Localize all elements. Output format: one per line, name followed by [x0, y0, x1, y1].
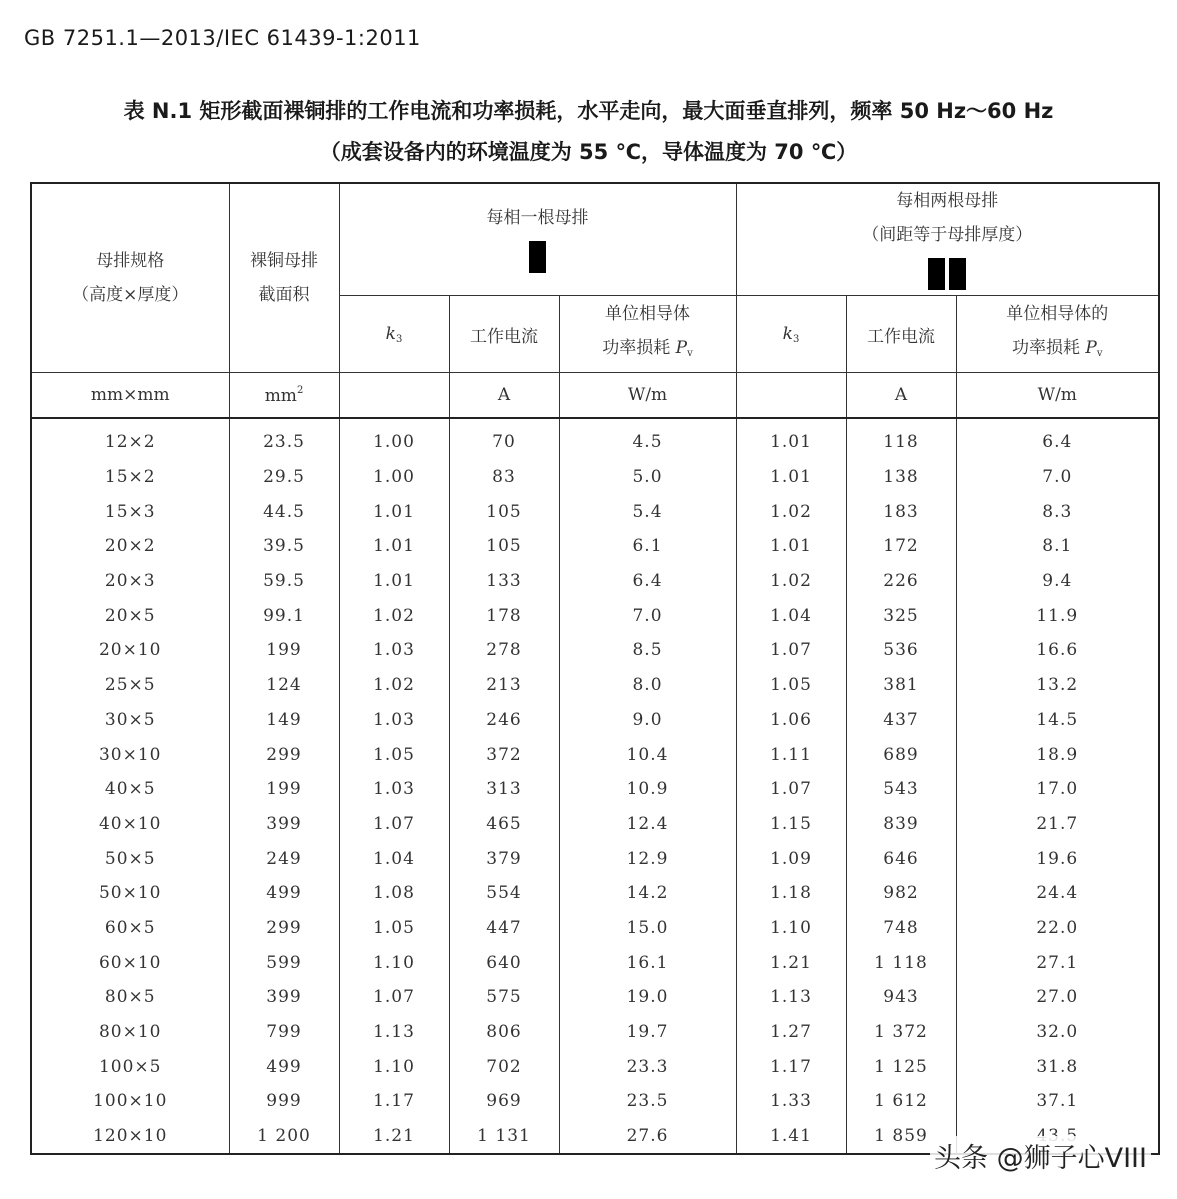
cell-loss-one: 6.4 [559, 564, 736, 599]
col-header-current-one: 工作电流 [449, 296, 559, 373]
cell-current-two: 982 [846, 876, 956, 911]
cell-loss-one: 5.0 [559, 460, 736, 495]
cell-k3-two: 1.09 [736, 841, 846, 876]
cell-k3-two: 1.21 [736, 945, 846, 980]
table-row [31, 494, 1159, 529]
cell-k3-two: 1.02 [736, 494, 846, 529]
cell-current-one: 379 [449, 841, 559, 876]
cell-current-two: 325 [846, 598, 956, 633]
unit-k3-one [339, 373, 449, 419]
col-header-area [229, 183, 339, 373]
cell-loss-one: 9.0 [559, 703, 736, 738]
table-row [31, 1084, 1159, 1119]
cell-k3-two: 1.13 [736, 980, 846, 1015]
table-title: 表 N.1 矩形截面裸铜排的工作电流和功率损耗，水平走向，最大面垂直排列，频率 50 Hz～60 Hz [123, 99, 1054, 123]
cell-k3-one: 1.05 [339, 737, 449, 772]
unit-spec: mm×mm [31, 373, 229, 419]
cell-k3-two: 1.01 [736, 418, 846, 460]
cell-loss-two: 37.1 [956, 1084, 1159, 1119]
cell-loss-two: 8.1 [956, 529, 1159, 564]
table-subtitle: （成套设备内的环境温度为 55 ℃，导体温度为 70 ℃） [319, 140, 858, 164]
cell-current-one: 702 [449, 1049, 559, 1084]
cell-area: 999 [229, 1084, 339, 1119]
cell-current-one: 278 [449, 633, 559, 668]
cell-k3-two: 1.07 [736, 633, 846, 668]
cell-current-one: 313 [449, 772, 559, 807]
cell-spec: 15×2 [31, 460, 229, 495]
cell-loss-one: 4.5 [559, 418, 736, 460]
cell-loss-two: 19.6 [956, 841, 1159, 876]
cell-area: 799 [229, 1015, 339, 1050]
cell-current-two: 118 [846, 418, 956, 460]
group-one-label: 每相一根母排 [486, 208, 589, 228]
cell-loss-one: 8.0 [559, 668, 736, 703]
cell-current-two: 381 [846, 668, 956, 703]
cell-current-two: 226 [846, 564, 956, 599]
cell-current-two: 138 [846, 460, 956, 495]
cell-k3-one: 1.03 [339, 772, 449, 807]
cell-k3-one: 1.03 [339, 633, 449, 668]
cell-k3-two: 1.02 [736, 564, 846, 599]
cell-current-one: 105 [449, 529, 559, 564]
table-row [31, 911, 1159, 946]
cell-current-one: 1 131 [449, 1119, 559, 1155]
cell-loss-two: 16.6 [956, 633, 1159, 668]
cell-current-one: 246 [449, 703, 559, 738]
cell-current-one: 640 [449, 945, 559, 980]
cell-current-one: 575 [449, 980, 559, 1015]
cell-loss-one: 14.2 [559, 876, 736, 911]
cell-current-one: 83 [449, 460, 559, 495]
cell-loss-one: 16.1 [559, 945, 736, 980]
cell-loss-one: 15.0 [559, 911, 736, 946]
cell-area: 199 [229, 633, 339, 668]
cell-current-two: 1 118 [846, 945, 956, 980]
group-header-one-bar [339, 183, 736, 296]
cell-area: 399 [229, 980, 339, 1015]
cell-k3-two: 1.18 [736, 876, 846, 911]
cell-current-one: 70 [449, 418, 559, 460]
table-row [31, 418, 1159, 460]
cell-loss-one: 27.6 [559, 1119, 736, 1155]
cell-area: 44.5 [229, 494, 339, 529]
col-header-k3-one: $k_3$ [339, 296, 449, 373]
table-row [31, 703, 1159, 738]
cell-k3-one: 1.10 [339, 1049, 449, 1084]
cell-spec: 100×10 [31, 1084, 229, 1119]
cell-k3-one: 1.02 [339, 598, 449, 633]
col-header-loss-one: 单位相导体 功率损耗 $P_v$ [559, 296, 736, 373]
cell-loss-one: 19.0 [559, 980, 736, 1015]
col-header-current-two: 工作电流 [846, 296, 956, 373]
cell-current-one: 554 [449, 876, 559, 911]
group-two-sublabel: （间距等于母排厚度） [862, 225, 1033, 245]
cell-spec: 20×2 [31, 529, 229, 564]
cell-k3-two: 1.10 [736, 911, 846, 946]
unit-k3-two [736, 373, 846, 419]
cell-area: 29.5 [229, 460, 339, 495]
cell-k3-two: 1.33 [736, 1084, 846, 1119]
cell-area: 39.5 [229, 529, 339, 564]
cell-current-two: 1 612 [846, 1084, 956, 1119]
cell-spec: 20×5 [31, 598, 229, 633]
table-row [31, 598, 1159, 633]
cell-loss-one: 12.9 [559, 841, 736, 876]
cell-k3-one: 1.17 [339, 1084, 449, 1119]
unit-current-one: A [449, 373, 559, 419]
cell-current-two: 536 [846, 633, 956, 668]
cell-current-one: 372 [449, 737, 559, 772]
cell-k3-one: 1.05 [339, 911, 449, 946]
col-header-loss-two: 单位相导体的 功率损耗 $P_v$ [956, 296, 1159, 373]
cell-current-two: 689 [846, 737, 956, 772]
cell-area: 23.5 [229, 418, 339, 460]
table-row [31, 1015, 1159, 1050]
cell-loss-one: 23.5 [559, 1084, 736, 1119]
cell-loss-two: 27.0 [956, 980, 1159, 1015]
unit-loss-two: W/m [956, 373, 1159, 419]
cell-k3-one: 1.01 [339, 494, 449, 529]
cell-area: 59.5 [229, 564, 339, 599]
cell-loss-two: 22.0 [956, 911, 1159, 946]
table-row [31, 564, 1159, 599]
cell-loss-two: 31.8 [956, 1049, 1159, 1084]
cell-k3-two: 1.17 [736, 1049, 846, 1084]
cell-current-one: 447 [449, 911, 559, 946]
cell-spec: 25×5 [31, 668, 229, 703]
cell-loss-two: 9.4 [956, 564, 1159, 599]
cell-current-one: 133 [449, 564, 559, 599]
table-row [31, 876, 1159, 911]
cell-area: 99.1 [229, 598, 339, 633]
watermark: 头条 @狮子心VIII [930, 1136, 1151, 1175]
table-row [31, 772, 1159, 807]
cell-loss-one: 7.0 [559, 598, 736, 633]
cell-k3-one: 1.00 [339, 418, 449, 460]
cell-loss-two: 17.0 [956, 772, 1159, 807]
cell-current-one: 213 [449, 668, 559, 703]
cell-spec: 15×3 [31, 494, 229, 529]
cell-spec: 100×5 [31, 1049, 229, 1084]
cell-spec: 40×10 [31, 807, 229, 842]
cell-k3-one: 1.07 [339, 807, 449, 842]
cell-spec: 12×2 [31, 418, 229, 460]
table-row [31, 841, 1159, 876]
cell-current-two: 646 [846, 841, 956, 876]
cell-spec: 40×5 [31, 772, 229, 807]
single-bar-icon [340, 241, 736, 278]
cell-k3-one: 1.13 [339, 1015, 449, 1050]
cell-k3-one: 1.21 [339, 1119, 449, 1155]
area-label: 裸铜母排 [250, 251, 318, 271]
cell-current-one: 806 [449, 1015, 559, 1050]
cell-k3-one: 1.03 [339, 703, 449, 738]
cell-spec: 20×10 [31, 633, 229, 668]
cell-spec: 120×10 [31, 1119, 229, 1155]
cell-k3-one: 1.10 [339, 945, 449, 980]
cell-current-two: 543 [846, 772, 956, 807]
cell-loss-two: 18.9 [956, 737, 1159, 772]
cell-loss-one: 19.7 [559, 1015, 736, 1050]
table-row [31, 807, 1159, 842]
cell-k3-one: 1.04 [339, 841, 449, 876]
cell-area: 399 [229, 807, 339, 842]
cell-loss-two: 21.7 [956, 807, 1159, 842]
cell-k3-two: 1.11 [736, 737, 846, 772]
table-row [31, 737, 1159, 772]
cell-loss-one: 8.5 [559, 633, 736, 668]
cell-loss-two: 13.2 [956, 668, 1159, 703]
table-row [31, 529, 1159, 564]
group-two-label: 每相两根母排 [896, 191, 999, 211]
cell-k3-one: 1.01 [339, 564, 449, 599]
cell-current-one: 105 [449, 494, 559, 529]
cell-k3-one: 1.00 [339, 460, 449, 495]
cell-current-two: 943 [846, 980, 956, 1015]
cell-current-one: 178 [449, 598, 559, 633]
cell-spec: 80×10 [31, 1015, 229, 1050]
cell-k3-two: 1.01 [736, 460, 846, 495]
spec-label: 母排规格 [96, 251, 165, 271]
cell-k3-two: 1.27 [736, 1015, 846, 1050]
cell-loss-one: 5.4 [559, 494, 736, 529]
table-row [31, 460, 1159, 495]
table-row [31, 945, 1159, 980]
cell-k3-two: 1.06 [736, 703, 846, 738]
cell-area: 499 [229, 1049, 339, 1084]
cell-k3-one: 1.07 [339, 980, 449, 1015]
cell-spec: 20×3 [31, 564, 229, 599]
cell-area: 1 200 [229, 1119, 339, 1155]
cell-area: 199 [229, 772, 339, 807]
cell-current-two: 1 125 [846, 1049, 956, 1084]
cell-k3-one: 1.02 [339, 668, 449, 703]
cell-current-two: 172 [846, 529, 956, 564]
cell-spec: 50×5 [31, 841, 229, 876]
cell-loss-one: 12.4 [559, 807, 736, 842]
cell-loss-two: 11.9 [956, 598, 1159, 633]
cell-area: 124 [229, 668, 339, 703]
cell-k3-two: 1.01 [736, 529, 846, 564]
cell-spec: 50×10 [31, 876, 229, 911]
cell-k3-one: 1.08 [339, 876, 449, 911]
cell-k3-two: 1.05 [736, 668, 846, 703]
table-body [31, 418, 1159, 1154]
cell-current-two: 1 859 [846, 1119, 956, 1155]
table-row [31, 668, 1159, 703]
cell-loss-two: 6.4 [956, 418, 1159, 460]
standard-code: GB 7251.1—2013/IEC 61439-1:2011 [24, 26, 421, 50]
cell-loss-one: 23.3 [559, 1049, 736, 1084]
cell-k3-two: 1.04 [736, 598, 846, 633]
cell-k3-one: 1.01 [339, 529, 449, 564]
cell-loss-two: 14.5 [956, 703, 1159, 738]
cell-spec: 80×5 [31, 980, 229, 1015]
cell-spec: 60×10 [31, 945, 229, 980]
cell-area: 249 [229, 841, 339, 876]
cell-current-two: 839 [846, 807, 956, 842]
cell-loss-two: 32.0 [956, 1015, 1159, 1050]
busbar-table [30, 182, 1160, 1155]
cell-area: 599 [229, 945, 339, 980]
cell-current-two: 1 372 [846, 1015, 956, 1050]
cell-loss-two: 8.3 [956, 494, 1159, 529]
cell-k3-two: 1.07 [736, 772, 846, 807]
unit-current-two: A [846, 373, 956, 419]
cell-current-one: 969 [449, 1084, 559, 1119]
cell-area: 299 [229, 737, 339, 772]
cell-loss-one: 6.1 [559, 529, 736, 564]
table-row [31, 633, 1159, 668]
unit-loss-one: W/m [559, 373, 736, 419]
group-header-two-bars [736, 183, 1159, 296]
cell-spec: 30×5 [31, 703, 229, 738]
cell-spec: 60×5 [31, 911, 229, 946]
unit-area: $mm^2$ [229, 373, 339, 419]
cell-loss-one: 10.9 [559, 772, 736, 807]
cell-k3-two: 1.41 [736, 1119, 846, 1155]
col-header-spec [31, 183, 229, 373]
cell-current-one: 465 [449, 807, 559, 842]
cell-area: 299 [229, 911, 339, 946]
cell-current-two: 437 [846, 703, 956, 738]
table-row [31, 980, 1159, 1015]
cell-loss-two: 27.1 [956, 945, 1159, 980]
area-sublabel: 截面积 [258, 285, 310, 305]
spec-sublabel: （高度×厚度） [72, 285, 189, 305]
table-row [31, 1049, 1159, 1084]
cell-area: 499 [229, 876, 339, 911]
cell-k3-two: 1.15 [736, 807, 846, 842]
cell-current-two: 183 [846, 494, 956, 529]
col-header-k3-two: $k_3$ [736, 296, 846, 373]
cell-loss-two: 7.0 [956, 460, 1159, 495]
double-bar-icon [737, 258, 1159, 295]
cell-loss-one: 10.4 [559, 737, 736, 772]
cell-loss-two: 24.4 [956, 876, 1159, 911]
cell-area: 149 [229, 703, 339, 738]
cell-spec: 30×10 [31, 737, 229, 772]
cell-current-two: 748 [846, 911, 956, 946]
